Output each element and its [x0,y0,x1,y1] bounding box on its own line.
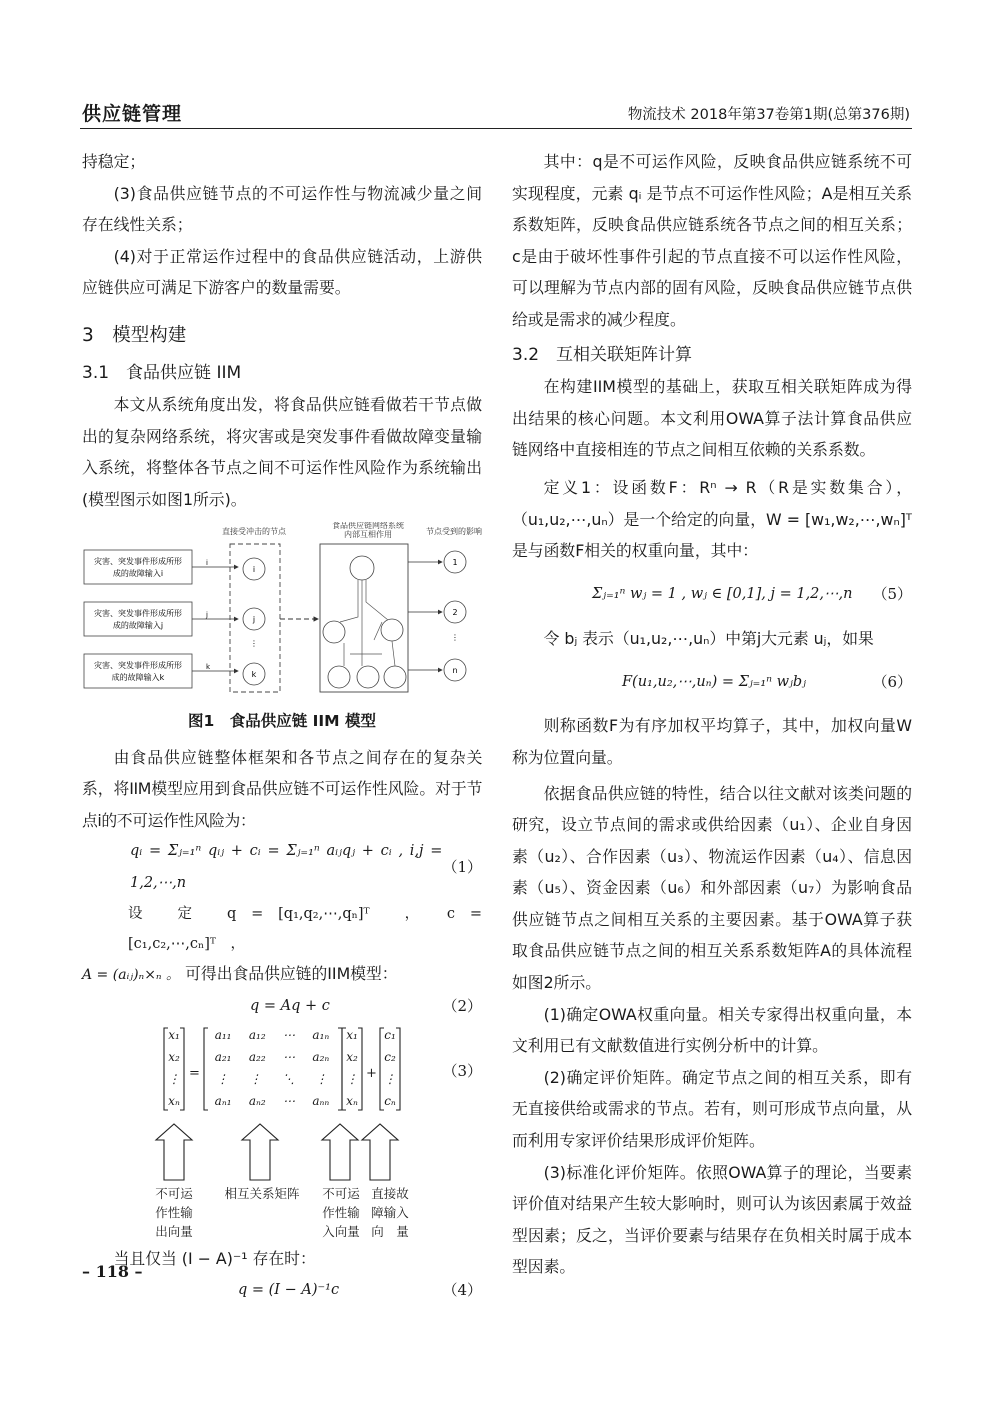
fault-input-label: 成的故障输入j [112,620,164,630]
matrix-cell: a₂₁ [214,1049,232,1064]
equation-6 [512,654,912,710]
matrix-cell: c₂ [384,1049,396,1064]
matrix-cell: a₁₂ [248,1027,266,1042]
matrix-cell: a₁ₙ [312,1027,330,1042]
fault-input-label: 成的故障输入i [112,568,164,578]
matrix-cell: aₙₙ [312,1093,330,1108]
matrix-cell: x₁ [346,1027,358,1042]
matrix-cell: ⋯ [283,1027,296,1042]
matrix-cell: ⋯ [283,1093,296,1108]
definition-line: 设 定 q = [q₁,q₂,⋯,qₙ]ᵀ ， c = [c₁,c₂,⋯,cₙ]ᵀ ， [128,905,482,952]
paragraph: 当且仅当 (I − A)⁻¹ 存在时： [113,1248,316,1268]
equation-number: （6） [872,672,912,691]
matrix-cell: xₙ [346,1093,358,1108]
paragraph: 在构建IIM模型的基础上，获取互相关联矩阵成为得出结果的核心问题。本文利用OWA算子法计算食品供应链网络中直接相连的节点之间相互依赖的关系系数。 [512,377,912,460]
arrow-label-direct: 直接故障输入向 量 [371,1185,409,1239]
vector-c [382,1024,398,1112]
matrix-cell: ⋮ [315,1071,328,1086]
fault-input-label: 灾害、突发事件形成所形 [94,556,182,566]
fault-input-label: 成的故障输入k [111,672,165,682]
network-node [384,666,406,688]
equation-3: x₁ x₂ ⋮ xₙ = a₁₁ a₁₂ ⋯ a₁ₙ a₂₁ a₂₂ ⋯ a₂ₙ ⋮ ⋮ ⋱ ⋮ aₙ₁ aₙ₂ ⋯ aₙₙ x₁ x₂ ⋮ xₙ + c₁ c₂ ⋮ cₙ （3） [82,1024,482,1116]
arrow-label: i [206,558,208,567]
up-arrow-icon [362,1124,398,1180]
definition-paragraph: 定义1：设函数F：Rⁿ → R（R是实数集合），（u₁,u₂,⋯,uₙ）是一个给定的向量，W = [w₁,w₂,⋯,wₙ]ᵀ 是与函数F相关的权重向量，其中： [512,477,912,561]
node-label: n [452,665,458,675]
node-label: 2 [452,607,458,617]
matrix-a [206,1024,338,1112]
paragraph: 依据食品供应链的特性，结合以往文献对该类问题的研究，设立节点间的需求或供给因素（u₁）、企业自身因素（u₂）、合作因素（u₃）、物流运作因素（u₄）、信息因素（u₅）、资金因素（u₆）和外部因素（u₇）为影响食品供应链节点之间相互关系的主要因素。基于OWA算子获取食品供应链节点之间的相互关系系数矩阵A的具体流程如图2所示。 [512,783,912,993]
paragraph: 令 bⱼ 表示（u₁,u₂,⋯,uₙ）中第j大元素 uⱼ，如果 [543,628,874,648]
column-head-left: 直接受冲击的节点 [222,526,286,536]
matrix-cell: ⋯ [283,1049,296,1064]
matrix-definition: A = (aᵢⱼ)ₙ×ₙ 。 [82,966,181,983]
matrix-cell: a₁₁ [214,1027,232,1042]
column-head-mid: 内部互相作用 [344,529,392,539]
arrow-label: j [206,610,208,619]
paragraph: 本文从系统角度出发，将食品供应链看做若干节点做出的复杂网络系统，将灾害或是突发事件看做故障变量输入系统，将整体各节点之间不可运作性风险作为系统输出(模型图示如图1所示)。 [82,395,482,509]
header-rule [80,128,912,129]
figure-1 [82,522,482,738]
matrix-cell: a₂₂ [248,1049,266,1064]
matrix-cell: x₂ [346,1049,358,1064]
node-label: k [251,669,257,679]
step-1: (1)确定OWA权重向量。相关专家得出权重向量，本文利用已有文献数值进行实例分析中的计算。 [512,1004,912,1056]
network-node [323,621,345,643]
matrix-cell: ⋱ [282,1071,295,1086]
step-2: (2)确定评价矩阵。确定节点之间的相互关系，即有无直接供给或需求的节点。若有，则可形成节点向量，从而利用专家评价结果形成评价矩阵。 [512,1067,912,1151]
matrix-cell: aₙ₁ [214,1093,232,1108]
assumption-3: (3)食品供应链节点的不可运作性与物流减少量之间存在线性关系； [82,183,482,235]
left-column [82,146,482,1306]
column-head-mid: 食品供应链网络系统 [332,521,404,530]
matrix-cell: ⋮ [168,1071,180,1086]
section-title: 供应链管理 [82,103,183,125]
node-label: j [252,614,256,624]
equation-number: （5） [872,584,912,603]
matrix-cell: cₙ [384,1093,396,1108]
journal-info: 物流技术 2018年第37卷第1期(总第376期) [627,107,910,123]
vector-x [166,1024,182,1112]
paragraph: 由食品供应链整体框架和各节点之间存在的复杂关系，将IIM模型应用到食品供应链不可运作性风险。对于节点i的不可运作性风险为： [82,747,482,830]
column-head-right: 节点受到的影响 [426,526,482,536]
matrix-cell: ⋮ [216,1071,229,1086]
up-arrows [82,1122,482,1182]
arrow-label: k [206,662,211,671]
matrix-cell: aₙ₂ [248,1093,266,1108]
node-label: i [252,564,256,574]
matrix-cell: a₂ₙ [312,1049,330,1064]
up-arrow-icon [322,1124,358,1180]
paragraph: 其中：q是不可运作风险，反映食品供应链系统不可实现程度，元素 qᵢ 是节点不可运作性风险；A是相互关系系数矩阵，反映食品供应链系统各节点之间的相互关系；c是由于破坏性事件引起的节点直接不可以运作性风险，可以理解为节点内部的固有风险，反映食品供应链节点供给或是需求的减少程度。 [512,152,912,329]
equation-body: qᵢ = Σⱼ₌₁ⁿ qᵢⱼ + cᵢ = Σⱼ₌₁ⁿ aᵢⱼqⱼ + cᵢ , i,j = 1,2,⋯,n [130,842,443,891]
equation-number: （3） [442,1061,482,1080]
equation-2 [82,990,482,1024]
vector-x-right [344,1024,360,1112]
arrow-label-output: 不可运作性输出向量 [155,1185,193,1239]
svg-text:⋮: ⋮ [451,632,459,642]
arrow-label-input: 不可运作性输入向量 [322,1185,360,1239]
up-arrow-icon [242,1124,278,1180]
network-node [357,666,379,688]
definition-text: 可得出食品供应链的IIM模型： [185,963,398,983]
step-3: (3)标准化评价矩阵。依照OWA算子的理论，当要素评价值对结果产生较大影响时，则可认为该因素属于效益型因素；反之，当评价要素与结果存在负相关时属于成本型因素。 [512,1162,912,1277]
right-column [512,146,912,1283]
equation-body: q = Aq + c [250,997,330,1014]
fault-input-box-i [84,550,192,584]
svg-text:⋮: ⋮ [250,638,258,648]
subsection-heading: 3.2 互相关联矩阵计算 [512,344,693,365]
up-arrow-icon [156,1124,192,1180]
paragraph: 则称函数F为有序加权平均算子，其中，加权向量W称为位置向量。 [512,716,912,767]
matrix-cell: xₙ [168,1093,180,1108]
node-label: 1 [452,557,458,567]
arrow-legend [82,1122,482,1242]
page-number: – 118 – [82,1262,143,1281]
equation-number: （4） [442,1280,482,1299]
fault-input-box-j [84,602,192,636]
section-heading: 3 模型构建 [82,324,187,346]
matrix-cell: ⋮ [249,1071,262,1086]
matrix-cell: c₁ [384,1027,396,1042]
equation-1 [82,837,482,899]
matrix-cell: x₂ [168,1049,180,1064]
network-node [328,666,350,688]
iim-diagram [82,522,482,694]
equation-number: （1） [442,857,482,876]
equation-number: （2） [442,996,482,1015]
assumption-4: (4)对于正常运作过程中的食品供应链活动，上游供应链供应可满足下游客户的数量需要。 [82,246,482,298]
equation-body: Σⱼ₌₁ⁿ wⱼ = 1 , wⱼ ∈ [0,1], j = 1,2,⋯,n [592,585,853,602]
matrix-cell: ⋮ [384,1071,396,1086]
equation-body: F(u₁,u₂,⋯,uₙ) = Σⱼ₌₁ⁿ wⱼbⱼ [622,673,806,690]
equation-body: q = (I − A)⁻¹c [238,1281,340,1298]
fault-input-label: 灾害、突发事件形成所形 [94,608,182,618]
subsection-heading: 3.1 食品供应链 IIM [82,362,242,383]
paragraph: 持稳定； [82,152,146,171]
arrow-label-matrix: 相互关系矩阵 [224,1185,300,1201]
network-node [381,619,403,641]
network-node [350,556,374,580]
equation-5 [512,567,912,623]
definition-line-2 [82,959,482,990]
figure-caption: 图1 食品供应链 IIM 模型 [187,712,377,731]
fault-input-box-k [84,654,192,688]
matrix-cell: x₁ [168,1027,180,1042]
matrix-cell: ⋮ [346,1071,358,1086]
fault-input-label: 灾害、突发事件形成所形 [94,660,182,670]
